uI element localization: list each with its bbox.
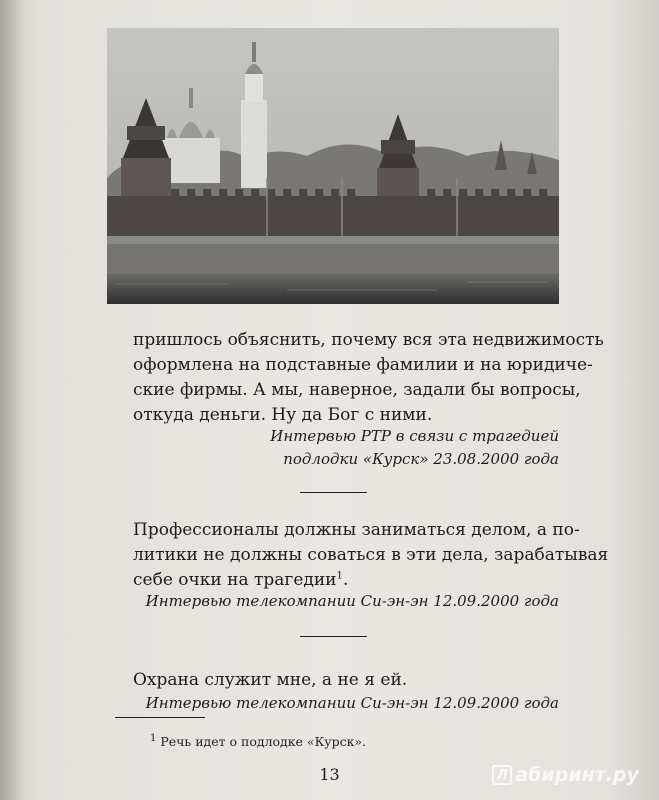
section-divider bbox=[300, 636, 367, 637]
text-line-content: себе очки на трагедии bbox=[133, 570, 337, 590]
footnote-ref: 1 bbox=[336, 570, 343, 582]
quote-source-1 bbox=[270, 425, 559, 471]
labirint-logo-icon: Л bbox=[492, 765, 512, 785]
source-line: Интервью телекомпании Си-эн-эн 12.09.2000 года bbox=[145, 694, 559, 712]
text-line: пришлось объяснить, почему вся эта недвижимость bbox=[133, 330, 604, 350]
text-line: оформлена на подставные фамилии и на юридиче- bbox=[133, 355, 593, 375]
text-line: себе очки на трагедии$^1$. bbox=[133, 570, 349, 590]
text-line: откуда деньги. Ну да Бог с ними. bbox=[133, 405, 433, 425]
quote-paragraph-2 bbox=[133, 518, 609, 593]
text-line: Профессионалы должны заниматься делом, а по- bbox=[133, 520, 580, 540]
kremlin-photo-drawing bbox=[107, 28, 559, 304]
source-line: Интервью РТР в связи с трагедией bbox=[270, 427, 559, 445]
page-number: 13 bbox=[319, 765, 340, 784]
quote-paragraph-1 bbox=[133, 328, 604, 428]
quote-source-3 bbox=[146, 692, 559, 715]
text-line: ские фирмы. А мы, наверное, задали бы вопросы, bbox=[133, 380, 581, 400]
labirint-watermark bbox=[492, 764, 639, 786]
footnote bbox=[150, 734, 366, 749]
footnote-marker: 1 bbox=[150, 732, 157, 744]
kremlin-wall-photo bbox=[107, 28, 559, 304]
source-line: Интервью телекомпании Си-эн-эн 12.09.2000 года bbox=[145, 592, 559, 610]
quote-source-2 bbox=[146, 590, 559, 613]
quote-paragraph-3 bbox=[133, 668, 561, 693]
section-divider bbox=[300, 492, 367, 493]
source-line: подлодки «Курск» 23.08.2000 года bbox=[283, 450, 559, 468]
footnote-text: Речь идет о подлодке «Курск». bbox=[160, 734, 367, 749]
watermark-text: абиринт.ру bbox=[515, 764, 639, 786]
footnote-rule bbox=[115, 717, 205, 718]
text-line: литики не должны соваться в эти дела, зарабатывая bbox=[133, 545, 609, 565]
text-line: Охрана служит мне, а не я ей. bbox=[133, 670, 408, 690]
